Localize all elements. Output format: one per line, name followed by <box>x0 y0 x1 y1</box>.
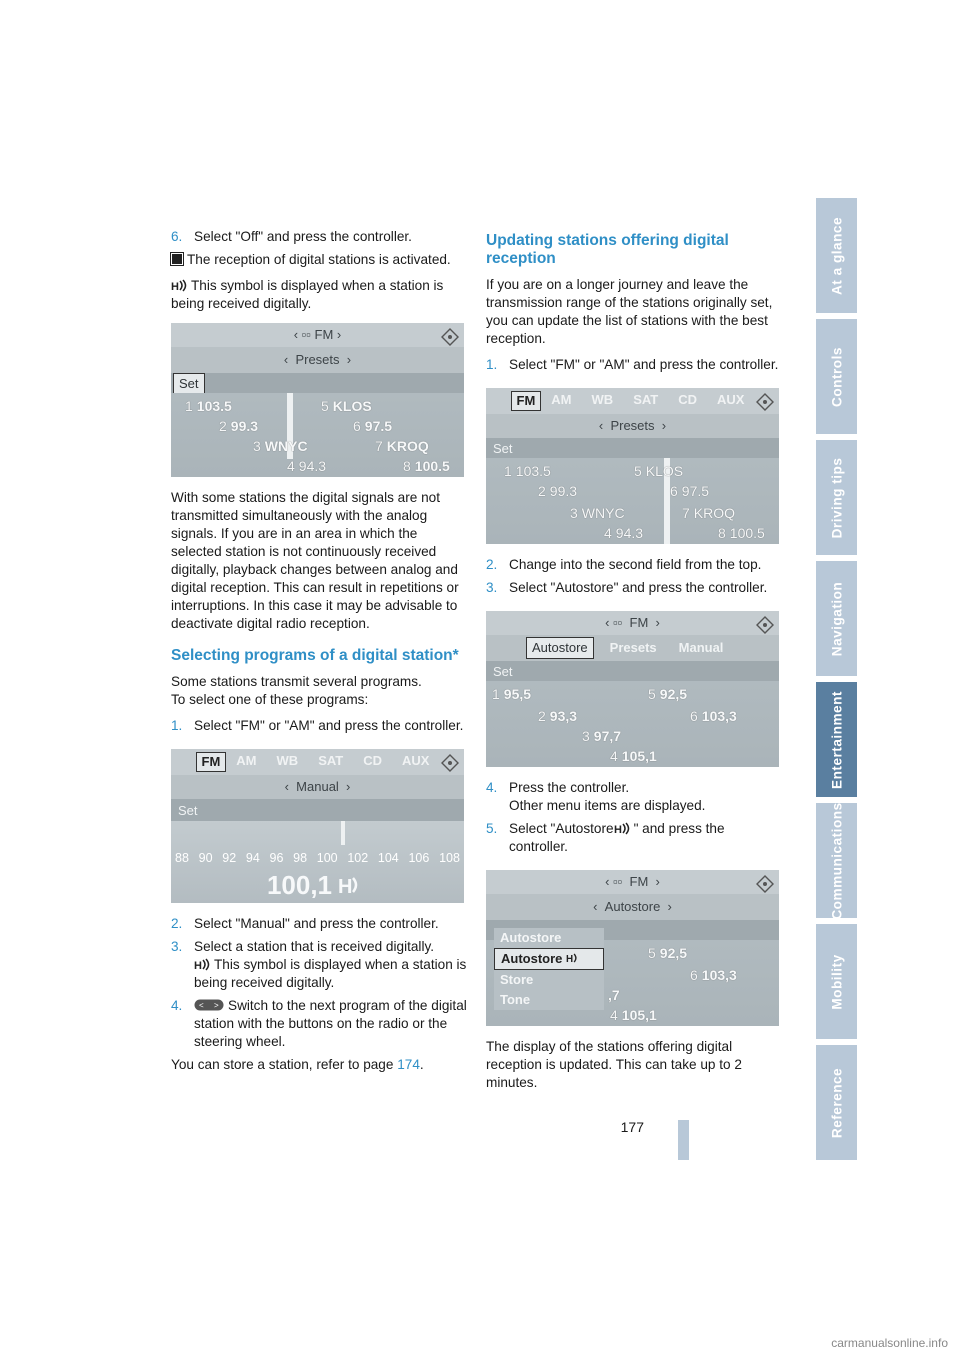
step-1 <box>486 356 782 374</box>
band-cd[interactable]: CD <box>678 392 698 407</box>
frequency-readout: 100,1 H <box>171 867 464 903</box>
svg-text:H: H <box>194 960 202 971</box>
step-2 <box>171 915 467 933</box>
svg-text:>: > <box>214 1001 219 1010</box>
band-sat[interactable]: SAT <box>633 392 659 407</box>
step-number: 2. <box>171 916 183 931</box>
step-number: 6. <box>171 229 183 244</box>
tab-autostore[interactable]: Autostore <box>526 637 594 659</box>
band-label: FM <box>629 615 649 630</box>
tab-entertainment[interactable]: Entertainment <box>816 682 857 797</box>
band-wb[interactable]: WB <box>591 392 614 407</box>
menu-item-autostore-hd[interactable]: Autostore H <box>494 948 604 970</box>
right-column <box>486 228 782 1100</box>
step-6 <box>171 228 467 246</box>
band-label: FM <box>314 327 334 342</box>
step-number: 1. <box>171 718 183 733</box>
preset-7[interactable]: 7 KROQ <box>682 505 736 521</box>
controller-icon <box>755 392 775 412</box>
station-4[interactable]: 4 105,1 <box>610 1007 657 1023</box>
band-am[interactable]: AM <box>551 392 572 407</box>
step-text: Select "FM" or "AM" and press the controller. <box>509 357 779 372</box>
preset-3[interactable]: 3 WNYC <box>253 438 308 454</box>
hd-radio-icon <box>566 952 584 964</box>
step-1 <box>171 717 467 735</box>
station-3[interactable]: 3 97,7 <box>582 728 622 744</box>
controller-icon <box>440 753 460 773</box>
intro-2: To select one of these programs: <box>171 692 369 707</box>
step-text: Select "Manual" and press the controller. <box>194 916 439 931</box>
step-text: Select "Autostore" and press the controller. <box>509 580 768 595</box>
tab-at-a-glance[interactable]: At a glance <box>816 198 857 313</box>
step-number: 5. <box>486 821 498 836</box>
controller-icon <box>440 327 460 347</box>
preset-1[interactable]: 1 103.5 <box>185 398 232 414</box>
preset-3[interactable]: 3 WNYC <box>570 505 625 521</box>
mode-label: Presets <box>610 418 655 433</box>
station-4[interactable]: 4 105,1 <box>610 748 657 764</box>
set-button[interactable]: Set <box>173 373 205 395</box>
step-text: Switch to the next program of the digital station with the buttons on the radio or the steering wheel. <box>194 998 467 1049</box>
tab-manual[interactable]: Manual <box>678 640 724 655</box>
frequency-scale: 88 90 92 94 96 98 100 102 104 106 108 <box>175 851 460 865</box>
page-link[interactable]: 174 <box>397 1057 420 1072</box>
band-cd[interactable]: CD <box>363 753 383 768</box>
preset-4[interactable]: 4 94.3 <box>287 458 327 474</box>
symbol-note <box>171 277 467 313</box>
band-am[interactable]: AM <box>236 753 257 768</box>
tab-driving-tips[interactable]: Driving tips <box>816 440 857 555</box>
screen-manual: FM AM WB SAT CD AUX ‹ Manual › Set 88 90 92 94 96 98 100 102 104 106 108 100,1 H <box>171 749 464 903</box>
option-menu <box>494 928 604 1010</box>
station-5[interactable]: 5 92,5 <box>648 686 688 702</box>
screen-autostore: ‹ ▫▫ FM › Autostore Presets Manual Set 1 95,5 5 92,5 2 93,3 6 103,3 3 97,7 4 105,1 <box>486 611 779 767</box>
step-3 <box>486 579 782 597</box>
step-text-end: " and press the controller. <box>509 821 725 854</box>
section-tabs <box>816 198 857 1166</box>
tab-controls[interactable]: Controls <box>816 319 857 434</box>
set-button[interactable]: Set <box>493 441 513 456</box>
tab-navigation[interactable]: Navigation <box>816 561 857 676</box>
step-text: Select "Off" and press the controller. <box>194 229 412 244</box>
band-aux[interactable]: AUX <box>402 753 430 768</box>
controller-icon <box>755 874 775 894</box>
intro-1: Some stations transmit several programs. <box>171 674 422 689</box>
page-number: 177 <box>620 1119 644 1135</box>
controller-icon <box>755 615 775 635</box>
tab-mobility[interactable]: Mobility <box>816 924 857 1039</box>
band-wb[interactable]: WB <box>276 753 299 768</box>
band-aux[interactable]: AUX <box>717 392 745 407</box>
preset-7[interactable]: 7 KROQ <box>375 438 429 454</box>
preset-8[interactable]: 8 100.5 <box>403 458 450 474</box>
band-list <box>511 391 755 411</box>
preset-6[interactable]: 6 97.5 <box>353 418 393 434</box>
step-number: 2. <box>486 557 498 572</box>
station-6[interactable]: 6 103,3 <box>690 708 737 724</box>
update-paragraph: If you are on a longer journey and leave the transmission range of the stations originally set, you can update the list of stations with the best reception. <box>486 277 773 346</box>
band-fm[interactable]: FM <box>511 391 542 411</box>
set-button[interactable]: Set <box>493 664 513 679</box>
hd-radio-icon <box>171 279 191 292</box>
screen-autostore-menu: ‹ ▫▫ FM › ‹ Autostore › Autostore Autostore H Store Tone 5 92,5 6 103,3 ,7 4 105,1 <box>486 870 779 1026</box>
step-text: Change into the second field from the top. <box>509 557 762 572</box>
station-6[interactable]: 6 103,3 <box>690 967 737 983</box>
station-1[interactable]: 1 95,5 <box>492 686 532 702</box>
step-number: 4. <box>486 780 498 795</box>
hd-radio-icon <box>338 874 368 896</box>
svg-text:H: H <box>171 281 179 292</box>
preset-2[interactable]: 2 99.3 <box>538 483 578 499</box>
menu-item-store[interactable]: Store <box>500 972 534 987</box>
band-fm[interactable]: FM <box>196 752 227 772</box>
mode-label: Autostore <box>604 899 661 914</box>
mode-label: Presets <box>295 352 340 367</box>
band-sat[interactable]: SAT <box>318 753 344 768</box>
activated-text: The reception of digital stations is activated. <box>187 252 451 267</box>
svg-text:H: H <box>338 876 353 896</box>
svg-text:<: < <box>199 1001 204 1010</box>
step-number: 1. <box>486 357 498 372</box>
step-5 <box>486 820 782 856</box>
screen-presets: ‹ ▫▫ FM › ‹ Presets › Set 1 103.5 5 KLOS 2 99.3 6 97.5 3 WNYC 7 KROQ 4 94.3 8 100.5 <box>171 323 464 477</box>
step-number: 4. <box>171 998 183 1013</box>
end-mark-icon <box>171 253 183 265</box>
step-number: 3. <box>486 580 498 595</box>
band-list <box>196 752 440 772</box>
seek-buttons-icon <box>194 999 224 1011</box>
step-text: Select "Autostore <box>509 821 614 836</box>
band-label: FM <box>629 874 649 889</box>
station-5[interactable]: 5 92,5 <box>648 945 688 961</box>
screen-presets-bands: FM AM WB SAT CD AUX ‹ Presets › Set 1 103.5 5 KLOS 2 99.3 6 97.5 3 WNYC 7 KROQ 4 94.3 8 100.5 <box>486 388 779 544</box>
footer-watermark: carmanualsonline.info <box>831 1336 948 1350</box>
tab-communications[interactable]: Communications <box>816 803 857 918</box>
preset-1[interactable]: 1 103.5 <box>504 463 551 479</box>
heading-update: Updating stations offering digital reception <box>486 232 729 267</box>
step-3 <box>171 938 467 992</box>
step-4 <box>486 779 782 815</box>
step-text: Press the controller. <box>509 780 630 795</box>
hd-radio-icon <box>194 958 214 971</box>
tab-presets[interactable]: Presets <box>609 640 657 655</box>
left-column <box>171 228 467 1082</box>
preset-6[interactable]: 6 97.5 <box>670 483 710 499</box>
preset-2[interactable]: 2 99.3 <box>219 418 259 434</box>
hd-radio-icon <box>614 822 634 835</box>
mode-label: Manual <box>296 779 339 794</box>
preset-4[interactable]: 4 94.3 <box>604 525 644 541</box>
store-reference: You can store a station, refer to page 174. <box>171 1057 424 1072</box>
activated-note <box>171 251 467 269</box>
analog-paragraph: With some stations the digital signals are not transmitted simultaneously with the analog signals. If you are in an area in which the selected station is not continuously received digitally, playback changes between analog and digital reception. This can result in repetitions or interruptions. In this case it may be advisable to deactivate digital radio reception. <box>171 490 459 631</box>
preset-5[interactable]: 5 KLOS <box>634 463 684 479</box>
menu-item-autostore[interactable]: Autostore <box>500 930 562 945</box>
svg-text:H: H <box>566 954 574 964</box>
svg-text:H: H <box>613 824 622 835</box>
preset-8[interactable]: 8 100.5 <box>718 525 765 541</box>
set-button[interactable]: Set <box>178 803 198 818</box>
tuning-needle <box>341 821 345 845</box>
step-subtext: This symbol is displayed when a station is being received digitally. <box>194 957 467 990</box>
step-4 <box>171 997 467 1051</box>
step-text: Select a station that is received digitally. <box>194 939 435 954</box>
tab-reference[interactable]: Reference <box>816 1045 857 1160</box>
preset-5[interactable]: 5 KLOS <box>321 398 372 414</box>
menu-item-tone[interactable]: Tone <box>500 992 531 1007</box>
heading-programs: Selecting programs of a digital station* <box>171 647 459 664</box>
step-subtext: Other menu items are displayed. <box>509 798 706 813</box>
station-3[interactable]: ,7 <box>608 987 620 1003</box>
final-paragraph: The display of the stations offering digital reception is updated. This can take up to 2 minutes. <box>486 1039 742 1090</box>
step-number: 3. <box>171 939 183 954</box>
symbol-note-text: This symbol is displayed when a station is being received digitally. <box>171 278 444 311</box>
station-2[interactable]: 2 93,3 <box>538 708 578 724</box>
step-2 <box>486 556 782 574</box>
step-text: Select "FM" or "AM" and press the controller. <box>194 718 464 733</box>
page-marker <box>678 1120 689 1160</box>
